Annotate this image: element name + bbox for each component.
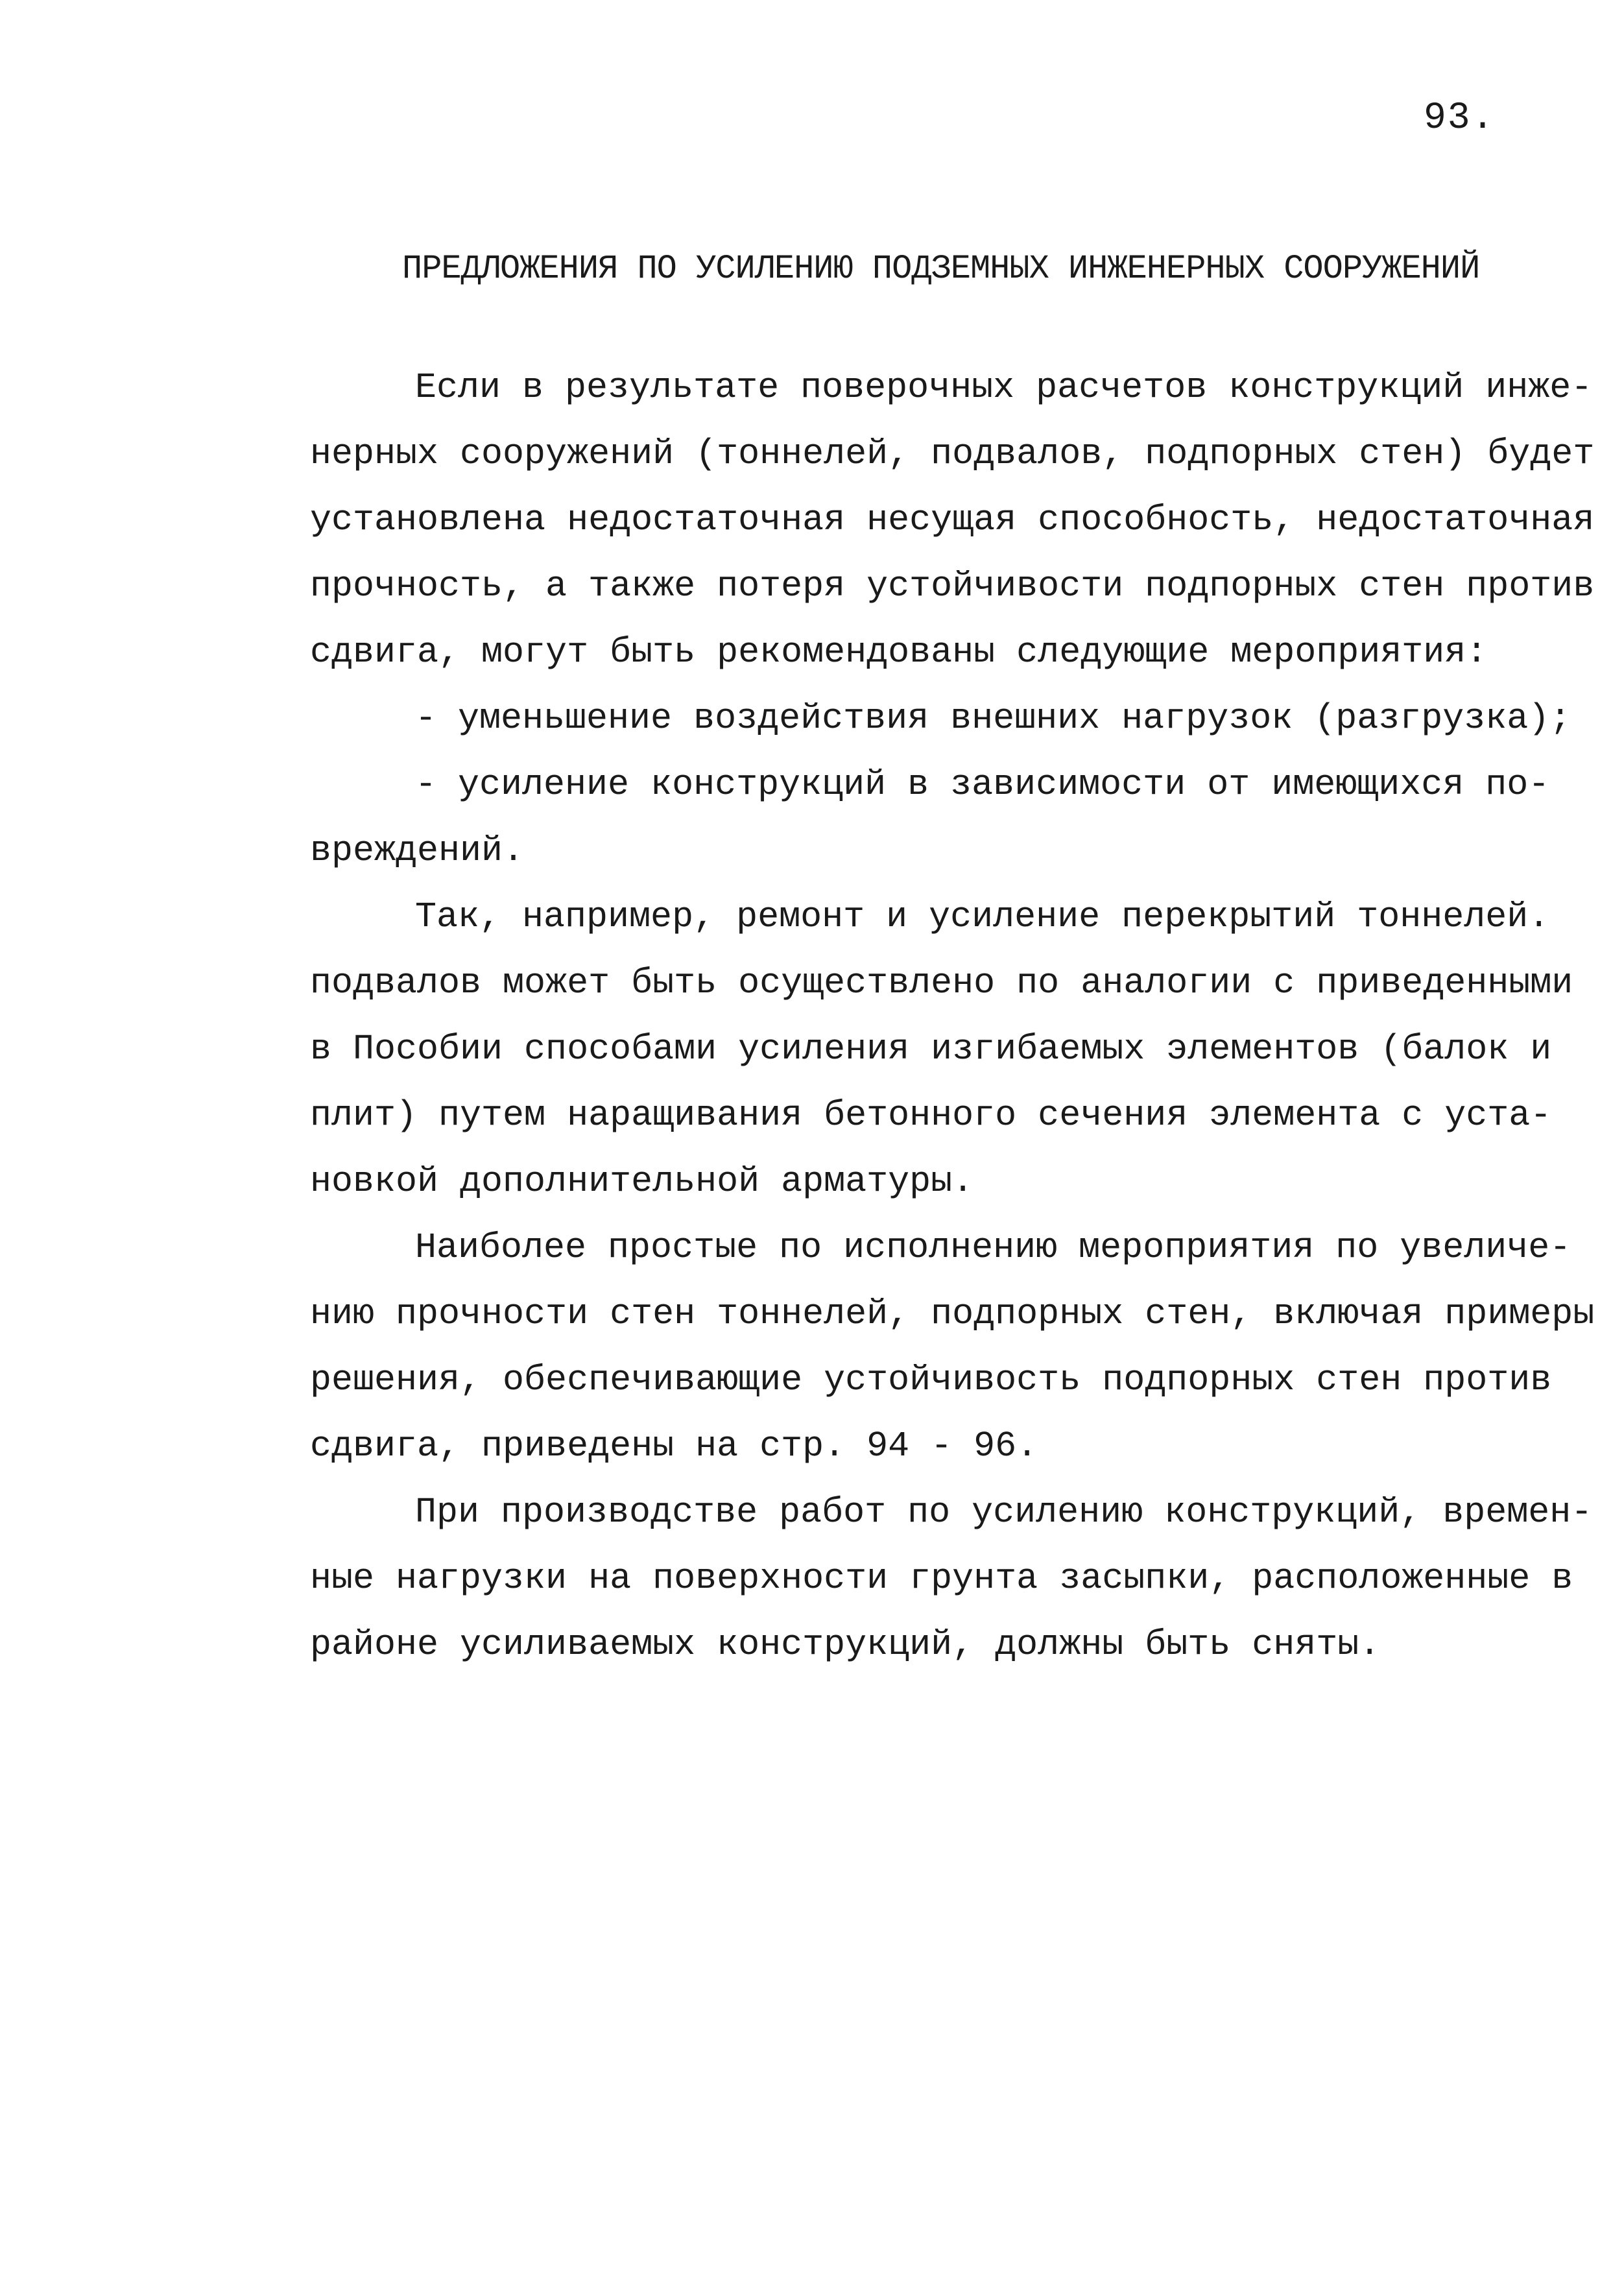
- text-line: прочность, а также потеря устойчивости подпорных стен против: [310, 566, 1595, 606]
- section-heading: ПРЕДЛОЖЕНИЯ ПО УСИЛЕНИЮ ПОДЗЕМНЫХ ИНЖЕНЕРНЫХ СООРУЖЕНИЙ: [402, 250, 1480, 288]
- text-line: в Пособии способами усиления изгибаемых элементов (балок и: [310, 1029, 1552, 1070]
- text-line: новкой дополнительной арматуры.: [310, 1161, 974, 1202]
- text-line: районе усиливаемых конструкций, должны быть сняты.: [310, 1624, 1381, 1665]
- text-line: ные нагрузки на поверхности грунта засыпки, расположенные в: [310, 1558, 1573, 1599]
- text-line: Наиболее простые по исполнению мероприятия по увеличе-: [415, 1227, 1571, 1268]
- text-line: При производстве работ по усилению конструкций, времен-: [415, 1492, 1593, 1533]
- text-line: нерных сооружений (тоннелей, подвалов, подпорных стен) будет: [310, 433, 1595, 474]
- text-line: установлена недостаточная несущая способность, недостаточная: [310, 499, 1595, 540]
- text-line: плит) путем наращивания бетонного сечения элемента с уста-: [310, 1095, 1552, 1136]
- text-line: нию прочности стен тоннелей, подпорных стен, включая примеры: [310, 1293, 1595, 1334]
- text-line: сдвига, могут быть рекомендованы следующие мероприятия:: [310, 632, 1488, 673]
- list-item: - усиление конструкций в зависимости от имеющихся по-: [415, 764, 1550, 805]
- text-line: Так, например, ремонт и усиление перекрытий тоннелей.: [415, 896, 1550, 937]
- text-line: решения, обеспечивающие устойчивость подпорных стен против: [310, 1359, 1552, 1400]
- text-line: вреждений.: [310, 830, 525, 871]
- text-line: сдвига, приведены на стр. 94 - 96.: [310, 1426, 1038, 1466]
- page-number: 93.: [1424, 97, 1496, 139]
- text-line: Если в результате поверочных расчетов конструкций инже-: [415, 367, 1593, 408]
- list-item: - уменьшение воздействия внешних нагрузок (разгрузка);: [415, 698, 1571, 739]
- text-line: подвалов может быть осуществлено по аналогии с приведенными: [310, 963, 1573, 1003]
